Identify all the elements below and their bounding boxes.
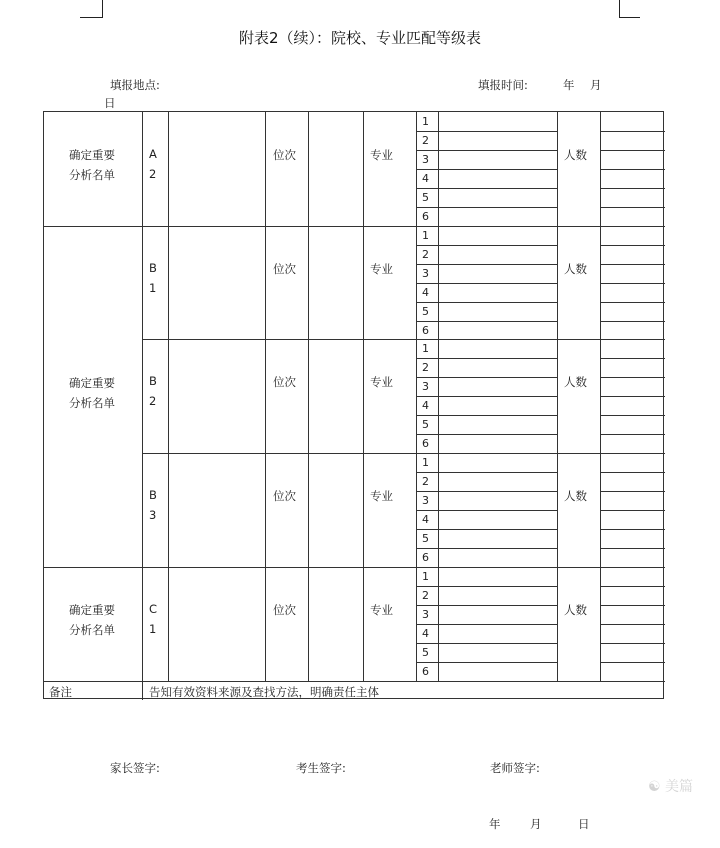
count-sub-row-line [600, 245, 665, 246]
row-number: 2 [422, 588, 429, 602]
row-number: 2 [422, 360, 429, 374]
fill-year-label: 年 [563, 78, 575, 92]
row-number: 3 [422, 152, 429, 166]
row-number: 3 [422, 607, 429, 621]
block-code-number: 1 [149, 280, 157, 295]
crop-mark-right-horizontal [619, 17, 640, 18]
count-sub-row-line [600, 434, 665, 435]
major-label: 专业 [370, 374, 393, 389]
row-number: 5 [422, 190, 429, 204]
sub-row-line [416, 321, 557, 322]
row-number: 2 [422, 133, 429, 147]
row-number: 4 [422, 398, 429, 412]
crop-mark-left-horizontal [80, 17, 103, 18]
count-label: 人数 [564, 374, 587, 389]
footer-day-label: 日 [578, 817, 590, 831]
watermark [648, 776, 693, 796]
rank-label: 位次 [273, 374, 296, 389]
sub-row-line [416, 548, 557, 549]
count-sub-row-line [600, 643, 665, 644]
count-sub-row-line [600, 207, 665, 208]
sub-row-line [416, 415, 557, 416]
group-label-line-2: 分析名单 [69, 168, 115, 182]
row-number: 1 [422, 570, 429, 583]
count-label: 人数 [564, 602, 587, 617]
row-number: 5 [422, 417, 429, 431]
sub-row-line [416, 643, 557, 644]
student-signature-label: 考生签字: [296, 761, 346, 775]
column-line [363, 112, 364, 681]
sub-row-line [416, 624, 557, 625]
column-line [265, 112, 266, 681]
group-separator-line [44, 567, 665, 568]
count-sub-row-line [600, 662, 665, 663]
block-separator-line [142, 339, 665, 340]
count-sub-row-line [600, 150, 665, 151]
row-number: 2 [422, 247, 429, 261]
row-number: 4 [422, 171, 429, 185]
rank-label: 位次 [273, 602, 296, 617]
watermark-icon: ☯ [648, 779, 661, 795]
block-code-letter: A [149, 146, 157, 161]
row-number: 3 [422, 379, 429, 393]
major-label: 专业 [370, 147, 393, 162]
group-label-line-1: 确定重要 [69, 148, 115, 162]
fill-location-label: 填报地点: [110, 78, 160, 92]
rank-label: 位次 [273, 147, 296, 162]
row-number: 5 [422, 531, 429, 545]
page-title: 附表2（续）：院校、专业匹配等级表 [238, 29, 482, 47]
block-code-letter: B [149, 487, 157, 502]
sub-row-line [416, 605, 557, 606]
count-sub-row-line [600, 510, 665, 511]
count-sub-row-line [600, 169, 665, 170]
remarks-text: 告知有效资料来源及查找方法，明确责任主体 [149, 685, 379, 699]
count-sub-row-line [600, 415, 665, 416]
matching-grade-table [43, 111, 664, 699]
count-sub-row-line [600, 377, 665, 378]
sub-row-line [416, 169, 557, 170]
remarks-divider-line [142, 681, 143, 700]
block-separator-line [142, 453, 665, 454]
block-code-letter: B [149, 373, 157, 388]
row-number: 6 [422, 550, 429, 564]
count-label: 人数 [564, 488, 587, 503]
row-number: 5 [422, 304, 429, 318]
count-sub-row-line [600, 472, 665, 473]
group-label-line-1: 确定重要 [69, 603, 115, 617]
parent-signature-label: 家长签字: [110, 761, 160, 775]
rank-label: 位次 [273, 488, 296, 503]
count-sub-row-line [600, 396, 665, 397]
sub-row-line [416, 245, 557, 246]
block-code-number: 1 [149, 621, 157, 636]
sub-row-line [416, 188, 557, 189]
group-label-line-2: 分析名单 [69, 623, 115, 637]
row-number: 4 [422, 285, 429, 299]
count-sub-row-line [600, 586, 665, 587]
footer-year-label: 年 [489, 817, 501, 831]
sub-row-line [416, 131, 557, 132]
sub-row-line [416, 662, 557, 663]
row-number: 6 [422, 664, 429, 678]
group-label-line-2: 分析名单 [69, 395, 115, 410]
column-line [557, 112, 558, 681]
crop-mark-left-vertical [102, 0, 103, 17]
row-number: 5 [422, 645, 429, 659]
row-number: 1 [422, 115, 429, 128]
fill-time-label: 填报时间: [478, 78, 528, 92]
crop-mark-right-vertical [619, 0, 620, 17]
column-line [142, 112, 143, 681]
major-label: 专业 [370, 602, 393, 617]
row-number: 3 [422, 493, 429, 507]
fill-day-label: 日 [104, 96, 116, 110]
count-sub-row-line [600, 491, 665, 492]
row-number: 1 [422, 229, 429, 242]
count-sub-row-line [600, 548, 665, 549]
sub-row-line [416, 207, 557, 208]
count-sub-row-line [600, 131, 665, 132]
sub-row-line [416, 302, 557, 303]
sub-row-line [416, 264, 557, 265]
row-number: 4 [422, 626, 429, 640]
sub-row-line [416, 396, 557, 397]
row-number: 2 [422, 474, 429, 488]
count-sub-row-line [600, 529, 665, 530]
sub-row-line [416, 434, 557, 435]
footer-month-label: 月 [530, 817, 542, 831]
row-number: 6 [422, 323, 429, 337]
row-number: 4 [422, 512, 429, 526]
sub-row-line [416, 491, 557, 492]
sub-row-line [416, 377, 557, 378]
row-number: 3 [422, 266, 429, 280]
block-code-letter: B [149, 260, 157, 275]
block-code-number: 2 [149, 393, 157, 408]
count-label: 人数 [564, 261, 587, 276]
count-sub-row-line [600, 605, 665, 606]
block-code-letter: C [149, 601, 158, 616]
group-separator-line [44, 226, 665, 227]
fill-month-label: 月 [590, 78, 602, 92]
count-sub-row-line [600, 264, 665, 265]
block-code-number: 2 [149, 166, 157, 181]
sub-row-line [416, 510, 557, 511]
remarks-top-line [44, 681, 665, 682]
sub-row-line [416, 283, 557, 284]
count-sub-row-line [600, 624, 665, 625]
row-number: 1 [422, 342, 429, 355]
sub-row-line [416, 472, 557, 473]
column-line [168, 112, 169, 681]
count-sub-row-line [600, 358, 665, 359]
major-label: 专业 [370, 261, 393, 276]
watermark-text: 美篇 [665, 779, 694, 795]
sub-row-line [416, 150, 557, 151]
count-sub-row-line [600, 321, 665, 322]
sub-row-line [416, 586, 557, 587]
count-label: 人数 [564, 147, 587, 162]
row-number: 6 [422, 209, 429, 223]
count-sub-row-line [600, 283, 665, 284]
row-number: 1 [422, 456, 429, 469]
rank-label: 位次 [273, 261, 296, 276]
count-sub-row-line [600, 188, 665, 189]
sub-row-line [416, 529, 557, 530]
remarks-label: 备注 [49, 685, 72, 699]
block-code-number: 3 [149, 507, 157, 522]
row-number: 6 [422, 436, 429, 450]
column-line [308, 112, 309, 681]
group-label-line-1: 确定重要 [69, 375, 115, 390]
count-sub-row-line [600, 302, 665, 303]
teacher-signature-label: 老师签字: [490, 761, 540, 775]
major-label: 专业 [370, 488, 393, 503]
sub-row-line [416, 358, 557, 359]
